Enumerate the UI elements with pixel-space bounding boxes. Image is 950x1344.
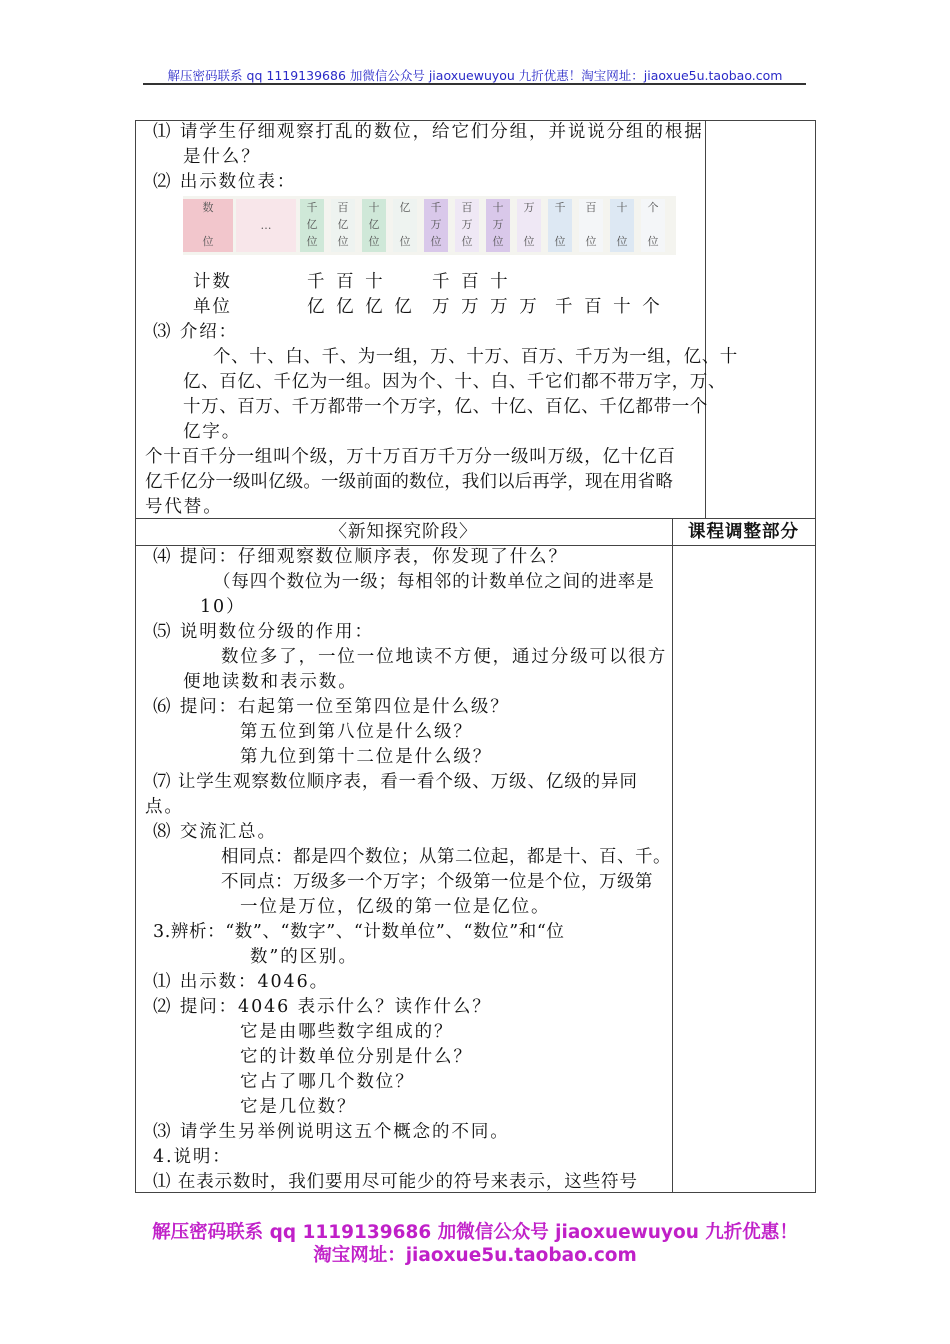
text-line: 个、十、白、千、为一组，万、十万、百万、千万为一组，亿、十: [213, 347, 738, 367]
text-line: ⑺ 让学生观察数位顺序表，看一看个级、万级、亿级的异同: [153, 772, 638, 792]
place-value-char: 亿: [368, 218, 380, 231]
place-value-column: [393, 199, 417, 252]
counting-unit-row: 千 百 十 个: [555, 297, 663, 317]
place-value-char: 位: [616, 235, 628, 248]
text-line: 亿、百亿、千亿为一组。因为个、十、白、千它们都不带万字，万、: [183, 372, 726, 392]
text-line: ⑵ 出示数位表：: [153, 172, 297, 192]
counting-unit-label: 单位: [193, 297, 232, 317]
counting-unit-row: 千 百 十: [432, 272, 511, 292]
place-value-column: [579, 199, 603, 252]
place-value-char: [641, 216, 665, 233]
place-value-char: 位: [461, 235, 473, 248]
text-line: 个十百千分一组叫个级，万十万百万千万分一级叫万级，亿十亿百: [145, 447, 676, 467]
text-line: 它的计数单位分别是什么？: [240, 1047, 473, 1067]
text-line: 号代替。: [145, 497, 223, 517]
place-value-char: 万: [461, 218, 473, 231]
place-value-char: 万: [492, 218, 504, 231]
text-line: 数位多了，一位一位地读不方便，通过分级可以很方: [221, 647, 668, 667]
place-value-char: [548, 216, 572, 233]
place-value-column: [362, 199, 386, 252]
place-value-char: 亿: [306, 218, 318, 231]
place-value-char: 百: [337, 201, 349, 214]
place-value-char: 亿: [399, 201, 411, 214]
text-line: ⑹ 提问：右起第一位至第四位是什么级？: [153, 697, 510, 717]
place-value-char: 位: [368, 235, 380, 248]
text-line: 便地读数和表示数。: [183, 672, 358, 692]
text-line: （每四个数位为一级；每相邻的计数单位之间的进率是: [213, 572, 655, 592]
text-line: ⑵ 提问：4046 表示什么？读作什么？: [153, 997, 492, 1017]
text-line: 它是几位数？: [240, 1097, 357, 1117]
place-value-column: [300, 199, 324, 252]
place-value-char: 万: [523, 201, 535, 214]
place-value-column: [517, 199, 541, 252]
place-value-column: [641, 199, 665, 252]
text-line: ⑷ 提问：仔细观察数位顺序表，你发现了什么？: [153, 547, 568, 567]
text-line: 4.说明：: [153, 1147, 232, 1167]
place-value-char: 十: [492, 201, 504, 214]
text-line: ⑸ 说明数位分级的作用：: [153, 622, 374, 642]
text-line: ⑶ 请学生另举例说明这五个概念的不同。: [153, 1122, 510, 1142]
chart-label: 数: [202, 201, 214, 214]
place-value-char: 亿: [337, 218, 349, 231]
text-line: 是什么？: [183, 147, 261, 167]
text-line: 3.辨析：“数”、“数字”、“计数单位”、“数位”和“位: [153, 922, 565, 942]
place-value-column: [455, 199, 479, 252]
place-value-char: 万: [430, 218, 442, 231]
top-column-divider: [705, 120, 706, 518]
text-line: 一位是万位，亿级的第一位是亿位。: [240, 897, 551, 917]
text-line: 它是由哪些数字组成的？: [240, 1022, 454, 1042]
text-line: 不同点：万级多一个万字；个级第一位是个位，万级第: [221, 872, 653, 892]
text-line: 数”的区别。: [250, 947, 358, 967]
place-value-char: 位: [492, 235, 504, 248]
place-value-char: 位: [337, 235, 349, 248]
text-line: 亿字。: [183, 422, 242, 442]
place-value-char: 千: [430, 201, 442, 214]
text-line: 点。: [145, 797, 184, 817]
text-line: ⑴ 请学生仔细观察打乱的数位，给它们分组，并说说分组的根据: [153, 122, 704, 142]
place-value-char: [393, 216, 417, 233]
place-value-column: [610, 199, 634, 252]
place-value-char: 位: [647, 235, 659, 248]
counting-unit-row: 亿 亿 亿 亿: [307, 297, 415, 317]
place-value-char: 位: [585, 235, 597, 248]
text-line: 10）: [200, 597, 246, 617]
header-rule: [143, 83, 806, 85]
body-column-divider: [672, 518, 673, 1192]
footer-watermark-line2: 淘宝网址：jiaoxue5u.taobao.com: [313, 1245, 637, 1266]
counting-unit-row: 万 万 万 万: [432, 297, 540, 317]
header-watermark: 解压密码联系 qq 1119139686 加微信公众号 jiaoxuewuyou 九折优惠！淘宝网址：jiaoxue5u.taobao.com: [167, 68, 783, 83]
place-value-column: [486, 199, 510, 252]
chart-ellipsis-cell: [236, 199, 296, 252]
place-value-char: 十: [368, 201, 380, 214]
text-line: 第五位到第八位是什么级？: [240, 722, 473, 742]
text-line: ⑶ 介绍：: [153, 322, 239, 342]
place-value-char: 百: [461, 201, 473, 214]
text-line: ⑴ 出示数：4046。: [153, 972, 329, 992]
text-line: 它占了哪几个数位？: [240, 1072, 415, 1092]
text-line: 十万、百万、千万都带一个万字，亿、十亿、百亿、千亿都带一个: [183, 397, 708, 417]
place-value-char: 位: [399, 235, 411, 248]
place-value-column: [331, 199, 355, 252]
chart-label: 位: [202, 235, 214, 248]
place-value-column: [424, 199, 448, 252]
counting-unit-label: 计数: [193, 272, 232, 292]
text-line: 亿千亿分一级叫亿级。一级前面的数位，我们以后再学，现在用省略: [145, 472, 673, 492]
section-title: 〈新知探究阶段〉: [329, 522, 478, 542]
place-value-char: [610, 216, 634, 233]
place-value-chart: [183, 196, 676, 255]
footer-watermark-line1: 解压密码联系 qq 1119139686 加微信公众号 jiaoxuewuyou 九折优惠！: [152, 1222, 798, 1243]
place-value-char: 位: [430, 235, 442, 248]
place-value-char: 位: [306, 235, 318, 248]
place-value-char: [579, 216, 603, 233]
place-value-char: 百: [585, 201, 597, 214]
text-line: ⑴ 在表示数时，我们要用尽可能少的符号来表示，这些符号: [153, 1172, 638, 1192]
place-value-char: 千: [554, 201, 566, 214]
chart-ellipsis: …: [260, 219, 272, 232]
adjustment-column-title: 课程调整部分: [688, 522, 799, 542]
text-line: 第九位到第十二位是什么级？: [240, 747, 493, 767]
counting-unit-row: 千 百 十: [307, 272, 386, 292]
text-line: 相同点：都是四个数位；从第二位起，都是十、百、千。: [221, 847, 671, 867]
chart-label-cell: [183, 199, 233, 252]
place-value-char: 位: [554, 235, 566, 248]
place-value-char: [517, 216, 541, 233]
place-value-column: [548, 199, 572, 252]
text-line: ⑻ 交流汇总。: [153, 822, 277, 842]
place-value-char: 千: [306, 201, 318, 214]
place-value-char: 位: [523, 235, 535, 248]
place-value-char: 十: [616, 201, 628, 214]
place-value-char: 个: [647, 201, 659, 214]
